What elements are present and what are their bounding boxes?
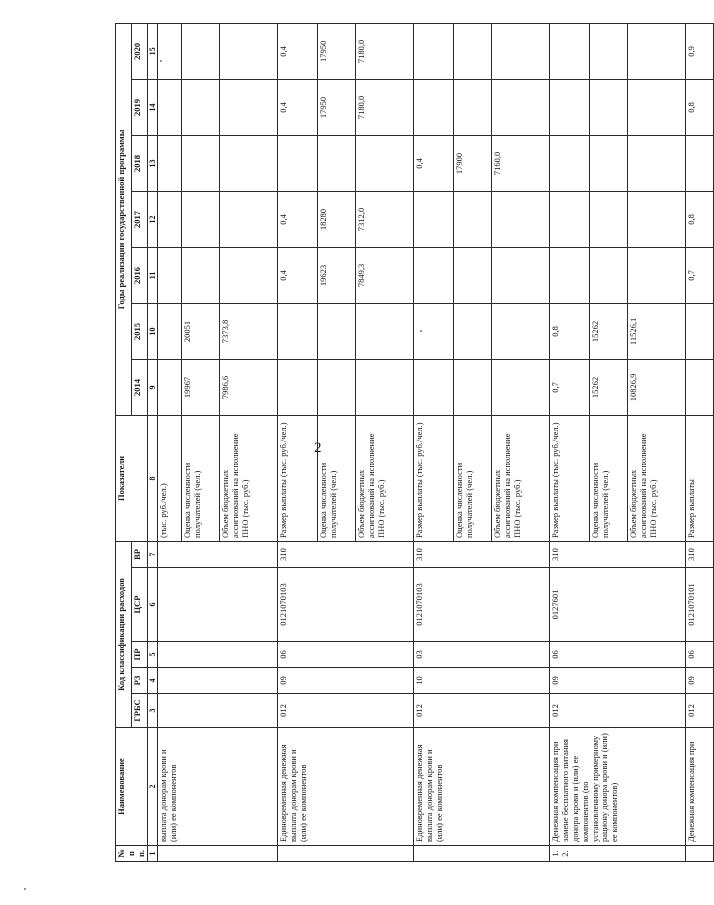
year-value-cell: [278, 359, 318, 415]
year-value-cell: 0,8: [550, 303, 590, 359]
year-value-cell: [158, 23, 182, 79]
header-year: 2018: [132, 135, 148, 191]
year-value-cell: [182, 23, 220, 79]
indicator-label: (тыс. руб./чел.): [158, 415, 182, 541]
header-indicators: Показатели: [116, 415, 148, 541]
header-year: 2014: [132, 359, 148, 415]
year-value-cell: [220, 247, 278, 303]
indicator-label: Размер выплаты: [686, 415, 714, 541]
year-value-cell: 7312,0: [356, 191, 414, 247]
grbs-code: 012: [278, 694, 414, 728]
year-value-cell: [492, 23, 550, 79]
rz-code: 10: [414, 668, 550, 694]
table-body: [158, 23, 714, 861]
csr-code: [158, 568, 278, 642]
indicator-label: Объем бюджетных ассигнований на исполнение ПНО (тыс. руб.): [628, 415, 686, 541]
year-value-cell: [590, 191, 628, 247]
pr-code: 06: [686, 642, 714, 668]
year-value-cell: [454, 191, 492, 247]
rz-code: 09: [278, 668, 414, 694]
vr-code: 310: [278, 541, 414, 567]
header-no: № пп.: [116, 846, 148, 862]
header-year: 2015: [132, 303, 148, 359]
rz-code: [158, 668, 278, 694]
year-value-cell: 10826,9: [628, 359, 686, 415]
vr-code: 310: [414, 541, 550, 567]
row-name: Единовременная денежная выплата донорам крови и (или) ее компонентов: [414, 728, 550, 846]
year-value-cell: [220, 135, 278, 191]
year-value-cell: [590, 247, 628, 303]
row-name: Денежная компенсация при: [686, 728, 714, 846]
year-value-cell: 20051: [182, 303, 220, 359]
year-value-cell: [686, 303, 714, 359]
header-csr: ЦСР: [132, 568, 148, 642]
csr-code: 0121070103: [414, 568, 550, 642]
year-value-cell: [590, 23, 628, 79]
year-value-cell: [414, 191, 454, 247]
year-value-cell: [454, 359, 492, 415]
year-value-cell: 7849,3: [356, 247, 414, 303]
year-value-cell: [278, 303, 318, 359]
year-value-cell: 15262: [590, 303, 628, 359]
column-number: 5: [148, 642, 158, 668]
year-value-cell: [628, 191, 686, 247]
pr-code: 03: [414, 642, 550, 668]
header-name: Наименование: [116, 728, 148, 846]
year-value-cell: 0,7: [686, 247, 714, 303]
scan-speck: [420, 330, 422, 332]
year-value-cell: [492, 359, 550, 415]
indicator-label: Оценка численности получателей (чел.): [318, 415, 356, 541]
pr-code: 06: [278, 642, 414, 668]
row-name: Денежная компенсация при замене бесплатного питания донора крови и (или) ее компонентов (по установленному примерному рациону донора крови и (или) ее компонентов): [550, 728, 686, 846]
indicator-label: Объем бюджетных ассигнований на исполнение ПНО (тыс. руб.): [492, 415, 550, 541]
year-value-cell: [550, 79, 590, 135]
year-value-cell: 0,4: [278, 191, 318, 247]
year-value-cell: [550, 23, 590, 79]
year-value-cell: [454, 247, 492, 303]
year-value-cell: [356, 135, 414, 191]
year-value-cell: [182, 79, 220, 135]
year-value-cell: [590, 79, 628, 135]
pr-code: 06: [550, 642, 686, 668]
grbs-code: [158, 694, 278, 728]
year-value-cell: [158, 135, 182, 191]
year-value-cell: 17900: [454, 135, 492, 191]
header-year: 2017: [132, 191, 148, 247]
indicator-label: Оценка численности получателей (чел.): [182, 415, 220, 541]
rz-code: 09: [686, 668, 714, 694]
year-value-cell: [628, 135, 686, 191]
year-value-cell: [414, 23, 454, 79]
page-number: 2: [314, 440, 322, 456]
year-value-cell: [550, 191, 590, 247]
year-value-cell: [158, 303, 182, 359]
year-value-cell: [158, 79, 182, 135]
scan-speck: [160, 60, 162, 62]
table-row: [414, 23, 454, 861]
grbs-code: 012: [686, 694, 714, 728]
column-number: 3: [148, 694, 158, 728]
year-value-cell: 17950: [318, 79, 356, 135]
column-number: 11: [148, 247, 158, 303]
year-value-cell: 18280: [318, 191, 356, 247]
row-name: выплата донорам крови и (или) ее компонентов: [158, 728, 278, 846]
vr-code: [158, 541, 278, 567]
year-value-cell: [492, 191, 550, 247]
year-value-cell: 0,4: [278, 23, 318, 79]
year-value-cell: [492, 303, 550, 359]
column-number: 10: [148, 303, 158, 359]
year-value-cell: 15262: [590, 359, 628, 415]
header-pr: ПР: [132, 642, 148, 668]
year-value-cell: [492, 247, 550, 303]
year-value-cell: 17950: [318, 23, 356, 79]
year-value-cell: 0,9: [686, 23, 714, 79]
header-rz: РЗ: [132, 668, 148, 694]
column-number: 7: [148, 541, 158, 567]
table-row: [278, 23, 318, 861]
year-value-cell: [414, 247, 454, 303]
column-number: 12: [148, 191, 158, 247]
header-kbk-group: Код классификации расходов: [116, 541, 132, 727]
column-number: 4: [148, 668, 158, 694]
indicator-label: Оценка численности получателей (чел.): [454, 415, 492, 541]
indicator-label: Объем бюджетных ассигнований на исполнение ПНО (тыс. руб.): [356, 415, 414, 541]
year-value-cell: [182, 135, 220, 191]
year-value-cell: 19623: [318, 247, 356, 303]
year-value-cell: 7180,0: [356, 79, 414, 135]
year-value-cell: [686, 135, 714, 191]
column-number: 13: [148, 135, 158, 191]
year-value-cell: [550, 247, 590, 303]
csr-code: 0127601: [550, 568, 686, 642]
table-row: [550, 23, 590, 861]
rotated-table-wrapper: [115, 32, 714, 862]
csr-code: 0121070101: [686, 568, 714, 642]
year-value-cell: [454, 23, 492, 79]
year-value-cell: 0,8: [686, 79, 714, 135]
header-vr: ВР: [132, 541, 148, 567]
table-row: [686, 23, 714, 861]
year-value-cell: 7986,6: [220, 359, 278, 415]
indicator-label: Оценка численности получателей (чел.): [590, 415, 628, 541]
vr-code: 310: [686, 541, 714, 567]
year-value-cell: 7373,8: [220, 303, 278, 359]
year-value-cell: 11526,1: [628, 303, 686, 359]
pr-code: [158, 642, 278, 668]
header-year: 2020: [132, 23, 148, 79]
year-value-cell: [220, 191, 278, 247]
year-value-cell: [550, 135, 590, 191]
year-value-cell: 0,4: [278, 247, 318, 303]
year-value-cell: [220, 23, 278, 79]
vr-code: 310: [550, 541, 686, 567]
year-value-cell: [356, 303, 414, 359]
year-value-cell: [318, 359, 356, 415]
indicator-label: Размер выплаты (тыс. руб./чел.): [550, 415, 590, 541]
rz-code: 09: [550, 668, 686, 694]
year-value-cell: [158, 247, 182, 303]
grbs-code: 012: [550, 694, 686, 728]
year-value-cell: 0,7: [550, 359, 590, 415]
year-value-cell: [686, 359, 714, 415]
program-table: [115, 23, 714, 862]
table-row: [158, 23, 182, 861]
year-value-cell: 19967: [182, 359, 220, 415]
column-number-row: [148, 23, 158, 861]
year-value-cell: 0,4: [414, 135, 454, 191]
header-grbs: ГРБС: [132, 694, 148, 728]
column-number: 6: [148, 568, 158, 642]
column-number: 1: [148, 846, 158, 862]
column-number: 14: [148, 79, 158, 135]
year-value-cell: [356, 359, 414, 415]
year-value-cell: [414, 79, 454, 135]
year-value-cell: [158, 191, 182, 247]
year-value-cell: [278, 135, 318, 191]
year-value-cell: [590, 135, 628, 191]
year-value-cell: 0,4: [278, 79, 318, 135]
column-number: 8: [148, 415, 158, 541]
grbs-code: 012: [414, 694, 550, 728]
row-number: [158, 846, 278, 862]
year-value-cell: [318, 135, 356, 191]
column-number: 2: [148, 728, 158, 846]
row-name: Единовременная денежная выплата донорам крови и (или) ее компонентов: [278, 728, 414, 846]
year-value-cell: [182, 247, 220, 303]
indicator-label: Размер выплаты (тыс. руб./чел.): [414, 415, 454, 541]
year-value-cell: 7180,0: [356, 23, 414, 79]
csr-code: 0121070103: [278, 568, 414, 642]
column-number: 15: [148, 23, 158, 79]
column-number: 9: [148, 359, 158, 415]
scan-speck: [24, 888, 26, 890]
row-number: [414, 846, 550, 862]
year-value-cell: [158, 359, 182, 415]
year-value-cell: [454, 303, 492, 359]
indicator-label: Объем бюджетных ассигнований на исполнение ПНО (тыс. руб.): [220, 415, 278, 541]
row-number: [278, 846, 414, 862]
indicator-label: Размер выплаты (тыс. руб./чел.): [278, 415, 318, 541]
year-value-cell: [182, 191, 220, 247]
year-value-cell: [220, 79, 278, 135]
year-value-cell: [318, 303, 356, 359]
year-value-cell: 0,8: [686, 191, 714, 247]
year-value-cell: [628, 79, 686, 135]
header-year: 2019: [132, 79, 148, 135]
header-year: 2016: [132, 247, 148, 303]
year-value-cell: [492, 79, 550, 135]
year-value-cell: 7160,0: [492, 135, 550, 191]
row-number: [686, 846, 714, 862]
header-years-group: Годы реализации государственной программы: [116, 23, 132, 415]
year-value-cell: [628, 247, 686, 303]
year-value-cell: [454, 79, 492, 135]
year-value-cell: [414, 359, 454, 415]
year-value-cell: [628, 23, 686, 79]
row-number: 1.2.: [550, 846, 686, 862]
